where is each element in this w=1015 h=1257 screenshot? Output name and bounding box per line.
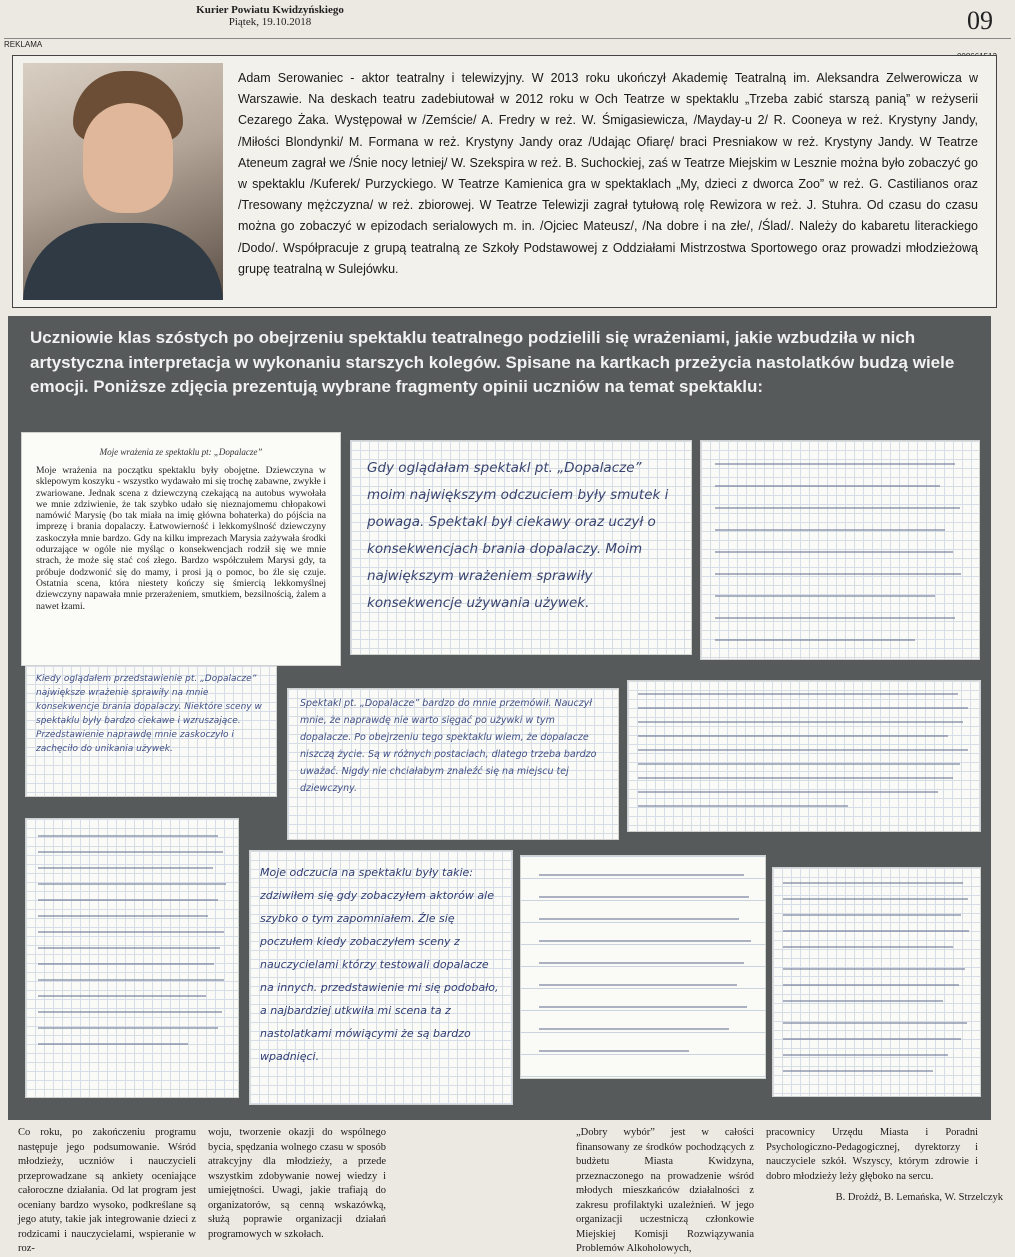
handwriting-line <box>539 918 739 920</box>
handwriting-line <box>638 693 958 695</box>
handwriting-line <box>539 1006 747 1008</box>
handwritten-card-2 <box>701 441 979 659</box>
handwriting-line <box>38 995 206 997</box>
handwriting-line <box>715 639 915 641</box>
handwriting-line <box>783 930 969 932</box>
handwriting-line <box>783 946 953 948</box>
handwriting-line <box>38 979 224 981</box>
handwriting-line <box>783 1054 948 1056</box>
footer-paragraph-1: Co roku, po zakończeniu programu następuje jego podsumowanie. Wśród młodzieży, uczniów i nauczycieli przeprowadzane są ankiety oceniające całoroczne działania. Od lat program jest oceniany bardzo wysoko, podkreślane są jego atuty, takie jak integrowanie dzieci z rodzicami i nauczycielami, wspieranie w roz- <box>18 1127 196 1254</box>
handwritten-text-1: Gdy oglądałam spektakl pt. „Dopalacze” moim największym odczuciem były smutek i powaga. Spektakl był ciekawy oraz uczył o konsekwencjach brania dopalaczy. Moim największym wrażeniem sprawiły konsekwencje używania używek. <box>367 460 669 611</box>
handwriting-line <box>38 835 218 837</box>
handwriting-line <box>539 940 751 942</box>
footer-paragraph-3: „Dobry wybór” jest w całości finansowany ze środków pochodzących z budżetu Miasta Kwidzyna, przeznaczonego na prowadzenie wśród młodych mieszkańców działalności z zakresu profilaktyki uzależnień. W jego organizacji uczestniczą członkowie Miejskiej Komisji Rozwiązywania Problemów Alkoholowych, <box>576 1127 754 1254</box>
handwriting-line <box>638 707 968 709</box>
handwriting-line <box>38 851 223 853</box>
handwriting-line <box>715 551 953 553</box>
handwriting-line <box>38 899 218 901</box>
handwriting-line <box>38 915 208 917</box>
handwriting-line <box>783 984 959 986</box>
actor-bio-text: Adam Serowaniec - aktor teatralny i telewizyjny. W 2013 roku ukończył Akademię Teatralną im. Aleksandra Zelwerowicza w Warszawie. Na deskach teatru zadebiutował w 2012 roku w Och Teatrze w spektaklu „Trzeba zabić starszą panią” w reżyserii Cezarego Żaka. Występował w /Zemście/ A. Fredry w reż. W. Śmigasiewicza, /Mayday-u 2/ R. Cooneya w reż. Krystyny Jandy, /Miłości Blondynki/ M. Formana w reż. Krystyny Jandy oraz /Udając Ofiarę/ braci Presniakow w reż. Krystyny Jandy. W Teatrze Ateneum zagrał we /Śnie nocy letniej/ W. Szekspira w reż. B. Suchockiej, zaś w Teatrze Miejskim w Lesznie można było zobaczyć go w spektaklu /Kuferek/ Purzyckiego. W Teatrze Kamienica gra w spektaklach „My, dzieci z dworca Zoo” w reż. G. Castilianos oraz /Tresowany mężczyzna/ w reż. zbiorowej. W Teatrze Telewizji zagrał tytułową rolę Rewizora w reż. J. Stuhra. Od czasu do czasu można go zobaczyć w epizodach serialowych m. in. /Ojciec Mateusz/, /Na dobre i na złe/, /Ślad/. Należy do kabaretu literackiego /Dodo/. Współpracuje z grupą teatralną ze Szkoły Podstawowej z Oddziałami Mistrzostwa Sportowego oraz prowadzi młodzieżową grupę teatralną w Sulejówku. <box>238 71 978 276</box>
handwriting-line <box>38 867 213 869</box>
actor-photo <box>23 63 223 300</box>
handwriting-line <box>539 1050 689 1052</box>
handwriting-line <box>539 1028 729 1030</box>
handwriting-line <box>715 617 955 619</box>
handwriting-line <box>783 898 968 900</box>
handwriting-line <box>539 896 749 898</box>
handwriting-line <box>38 883 226 885</box>
handwriting-line <box>783 914 961 916</box>
ad-label: REKLAMA <box>4 40 43 49</box>
footer-column-4 <box>766 1126 978 1184</box>
handwriting-line <box>715 485 940 487</box>
handwriting-line <box>715 573 961 575</box>
typed-opinion-card <box>22 433 340 665</box>
footer-column-3 <box>576 1126 754 1257</box>
handwritten-card-5 <box>628 681 980 831</box>
typed-opinion-body: Moje wrażenia na początku spektaklu były obojętne. Dziewczyna w sklepowym koszyku - wszystko wydawało mi się trochę zabawne, zwykłe i zwariowane. Jednak scena z dziewczyną czekającą na autobus wywołała we mnie zdziwienie, że tak szybko udało się nieznajomemu chłopakowi namówić Marysię (bo tak miała na imię główna bohaterka) do pójścia na imprezę i brania dopalaczy. Łatwowierność i lekkomyślność dziewczyny zaskoczyła mnie bardzo. Gdy na kilku imprezach Marysia zażywała środki odurzające w ogóle nie myśląc o konsekwencjach rodził się we mnie strach, że może się stać coś złego. Bardzo współczułem Marysi gdy, ta próbuje dodzwonić się do mamy, i prosi ją o pomoc, bo źle się czuje. Ostatnia scena, która niestety kończy się śmiercią lekkomyślnej dziewczyny napawała mnie przerażeniem, smutkiem, bezsilnością, żalem a nawet łzami. <box>36 465 326 612</box>
handwriting-line <box>715 507 960 509</box>
handwriting-line <box>638 805 848 807</box>
handwriting-line <box>783 1000 943 1002</box>
handwritten-text-4: Spektakl pt. „Dopalacze” bardzo do mnie przemówił. Nauczył mnie, że naprawdę nie warto sięgać po używki w tym dopalacze. Po obejrzeniu tego spektaklu wiem, że dopalacze niszczą życie. Są w różnych postaciach, dlatego trzeba bardzo uważać. Nigdy nie chciałabym znaleźć się na miejscu tej dziewczyny. <box>300 698 597 794</box>
panel-heading: Uczniowie klas szóstych po obejrzeniu spektaklu teatralnego podzielili się wrażeniami, jakie wzbudziła w nich artystyczna interpretacja w wykonaniu starszych kolegów. Spisane na kartkach przeżycia nastolatków budzą wiele emocji. Poniższe zdjęcia prezentują wybrane fragmenty opinii uczniów na temat spektaklu: <box>30 328 955 396</box>
handwriting-line <box>715 595 935 597</box>
actor-bio-box <box>12 55 997 308</box>
issue-date: Piątek, 19.10.2018 <box>228 16 312 28</box>
handwritten-card-6 <box>26 819 238 1097</box>
handwritten-text-7: Moje odczucia na spektaklu były takie: zdziwiłem się gdy zobaczyłem aktorów ale szybko o tym zapomniałem. Źle się poczułem kiedy zobaczyłem sceny z nauczycielami którzy testowali dopalacze na innych. przedstawienie mi się podobało, a najbardziej utkwiła mi scena ta z nastolatkami mówiącymi że są bardzo wpadnięci. <box>260 866 499 1063</box>
footer-paragraph-4: pracownicy Urzędu Miasta i Poradni Psychologiczno-Pedagogicznej, dyrektorzy i nauczyciele szkół. Wszyscy, którym zdrowie i dobro młodzieży leży głęboko na sercu. <box>766 1127 978 1182</box>
handwriting-line <box>783 882 963 884</box>
handwriting-line <box>38 947 220 949</box>
typed-opinion-title: Moje wrażenia ze spektaklu pt: „Dopalacze” <box>99 447 263 457</box>
handwriting-line <box>638 735 948 737</box>
student-opinions-panel <box>8 316 991 1120</box>
footer-column-1 <box>18 1126 196 1257</box>
handwritten-card-1 <box>351 441 691 654</box>
handwritten-card-7 <box>250 851 512 1104</box>
article-signature: B. Drożdż, B. Lemańska, W. Strzelczyk <box>835 1192 1003 1203</box>
handwriting-line <box>539 874 744 876</box>
handwriting-line <box>38 1027 218 1029</box>
footer-paragraph-2: woju, tworzenie okazji do wspólnego bycia, spędzania wolnego czasu w sposób atrakcyjny dla młodzieży, a przede wszystkim zdobywanie nowej wiedzy i umiejętności. Uwagi, jakie trafiają do organizatorów, są cenną wskazówką, służą poprawie organizacji działań programowych w szkołach. <box>208 1127 386 1240</box>
handwriting-line <box>638 763 960 765</box>
handwriting-line <box>539 962 744 964</box>
handwriting-line <box>38 1011 222 1013</box>
handwritten-card-3 <box>26 666 276 796</box>
handwriting-line <box>638 791 938 793</box>
photo-face <box>83 103 173 213</box>
handwriting-line <box>38 1043 188 1045</box>
photo-shirt <box>23 223 223 300</box>
handwriting-line <box>715 463 955 465</box>
handwritten-card-4 <box>288 689 618 839</box>
masthead <box>170 4 370 28</box>
handwriting-line <box>783 968 965 970</box>
handwritten-card-9 <box>773 868 980 1096</box>
handwritten-text-3: Kiedy oglądałem przedstawienie pt. „Dopalacze” największe wrażenie sprawiły na mnie konsekwencje brania dopalaczy. Niektóre sceny w spektaklu były bardzo ciekawe i wzruszające. Przedstawienie naprawdę mnie zaskoczyło i zachęciło do unikania używek. <box>36 674 262 754</box>
handwriting-line <box>38 963 214 965</box>
handwriting-line <box>783 1022 967 1024</box>
handwriting-line <box>783 1070 933 1072</box>
handwriting-line <box>715 529 945 531</box>
page-number: 09 <box>967 6 993 35</box>
handwriting-line <box>638 749 968 751</box>
handwriting-line <box>539 984 737 986</box>
handwritten-card-8 <box>521 856 765 1078</box>
paper-name: Kurier Powiatu Kwidzyńskiego <box>196 4 344 16</box>
footer-column-2 <box>208 1126 386 1242</box>
handwriting-line <box>783 1038 961 1040</box>
handwriting-line <box>38 931 224 933</box>
header-rule <box>4 38 1011 39</box>
handwriting-line <box>638 721 963 723</box>
handwriting-line <box>638 777 953 779</box>
